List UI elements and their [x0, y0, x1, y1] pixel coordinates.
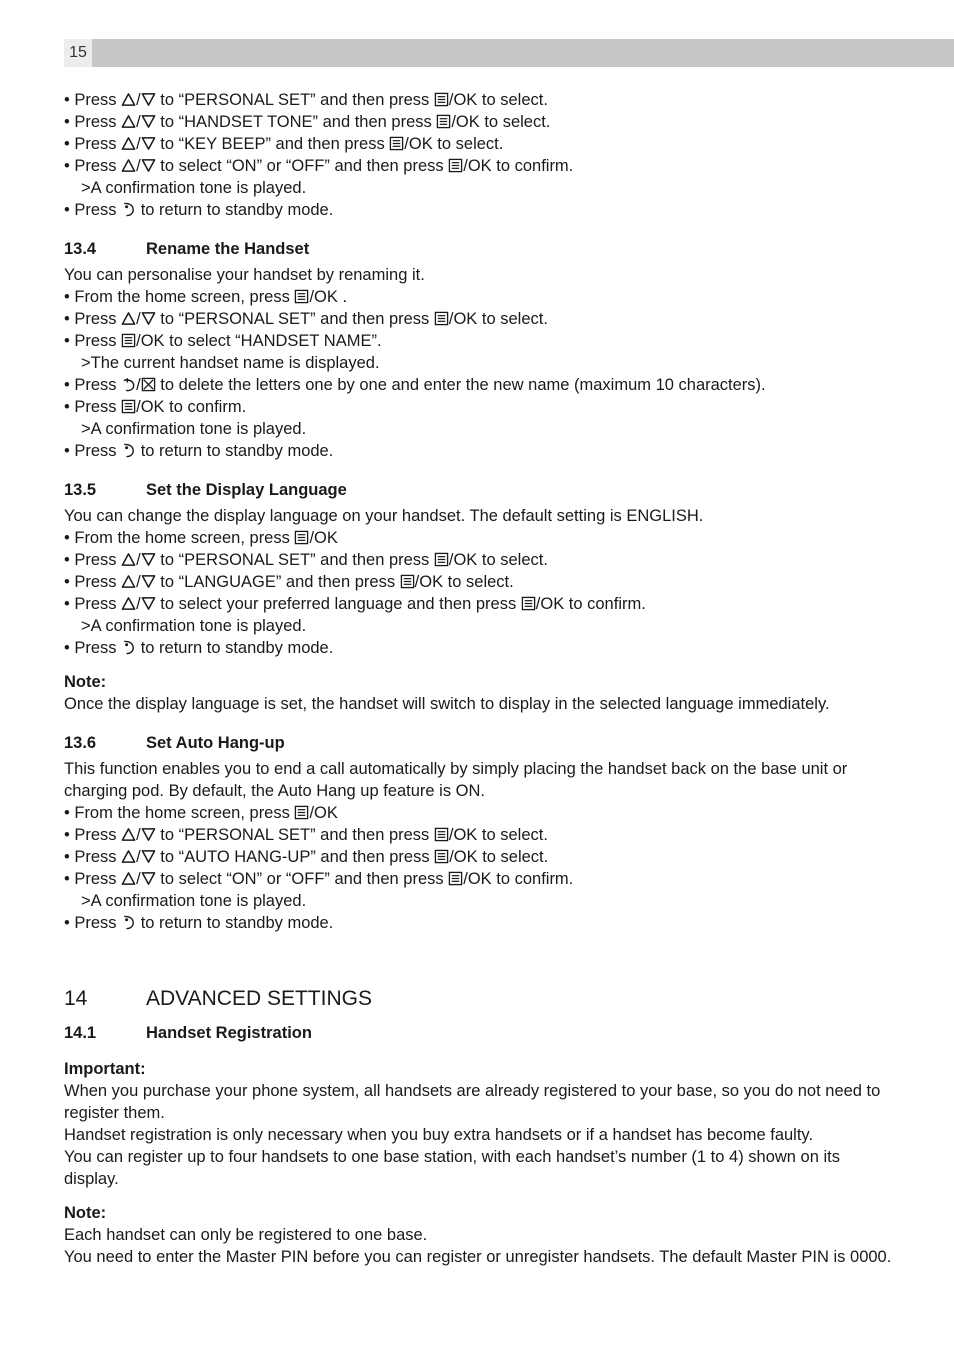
triangle-up-icon	[121, 136, 136, 151]
menu-list-icon	[436, 114, 451, 129]
triangle-down-icon	[141, 114, 156, 129]
triangle-up-icon	[121, 596, 136, 611]
menu-list-icon	[294, 530, 309, 545]
section-description: You can change the display language on your handset. The default setting is ENGLISH.	[64, 507, 704, 525]
triangle-down-icon	[141, 552, 156, 567]
section-description: You can personalise your handset by renaming it.	[64, 266, 425, 284]
section-heading-13-6: 13.6 Set Auto Hang-up	[64, 734, 285, 752]
back-arrow-icon	[121, 377, 136, 392]
page-header-bar	[64, 39, 954, 67]
end-call-icon	[121, 443, 136, 458]
result-line: >A confirmation tone is played.	[81, 892, 307, 910]
instruction-line: • Press / to “PERSONAL SET” and then press /OK to select.	[64, 551, 548, 569]
instruction-line: • Press / to “PERSONAL SET” and then press /OK to select.	[64, 826, 548, 844]
instruction-line: • Press /OK to confirm.	[64, 398, 247, 416]
instruction-line: • Press /OK to select “HANDSET NAME”.	[64, 332, 382, 350]
instruction-line: • Press / to “AUTO HANG-UP” and then press /OK to select.	[64, 848, 549, 866]
triangle-up-icon	[121, 871, 136, 886]
section-heading-13-4: 13.4 Rename the Handset	[64, 240, 310, 258]
end-call-icon	[121, 915, 136, 930]
triangle-up-icon	[121, 574, 136, 589]
triangle-up-icon	[121, 849, 136, 864]
menu-list-icon	[434, 92, 449, 107]
triangle-up-icon	[121, 114, 136, 129]
triangle-up-icon	[121, 158, 136, 173]
note-label: Note:	[64, 673, 107, 691]
triangle-down-icon	[141, 849, 156, 864]
result-line: >A confirmation tone is played.	[81, 179, 307, 197]
menu-list-icon	[434, 552, 449, 567]
instruction-line: • Press / to “LANGUAGE” and then press /OK to select.	[64, 573, 514, 591]
paragraph: Handset registration is only necessary when you buy extra handsets or if a handset has become faulty.	[64, 1126, 814, 1144]
triangle-down-icon	[141, 574, 156, 589]
instruction-line: • Press to return to standby mode.	[64, 914, 334, 932]
menu-list-icon	[294, 289, 309, 304]
instruction-line: • From the home screen, press /OK	[64, 804, 338, 822]
note-label: Note:	[64, 1204, 107, 1222]
instruction-line: • Press / to “PERSONAL SET” and then press /OK to select.	[64, 310, 548, 328]
triangle-up-icon	[121, 92, 136, 107]
menu-list-icon	[389, 136, 404, 151]
paragraph: When you purchase your phone system, all handsets are already registered to your base, so you do not need to register them.	[64, 1082, 881, 1122]
result-line: >The current handset name is displayed.	[81, 354, 380, 372]
important-label: Important:	[64, 1060, 146, 1078]
menu-list-icon	[434, 311, 449, 326]
instruction-line: • From the home screen, press /OK	[64, 529, 338, 547]
instruction-line: • Press / to delete the letters one by one and enter the new name (maximum 10 characters).	[64, 376, 766, 394]
menu-list-icon	[294, 805, 309, 820]
triangle-down-icon	[141, 136, 156, 151]
triangle-up-icon	[121, 552, 136, 567]
page-number: 15	[64, 39, 92, 67]
instruction-line: • Press to return to standby mode.	[64, 201, 334, 219]
menu-list-icon	[521, 596, 536, 611]
instruction-line: • Press to return to standby mode.	[64, 442, 334, 460]
note-text: Once the display language is set, the handset will switch to display in the selected language immediately.	[64, 695, 830, 713]
instruction-line: • Press / to “PERSONAL SET” and then press /OK to select.	[64, 91, 548, 109]
instruction-line: • From the home screen, press /OK .	[64, 288, 348, 306]
instruction-line: • Press to return to standby mode.	[64, 639, 334, 657]
section-heading-13-5: 13.5 Set the Display Language	[64, 481, 347, 499]
triangle-up-icon	[121, 827, 136, 842]
delete-icon	[141, 377, 156, 392]
paragraph: You can register up to four handsets to one base station, with each handset’s number (1 to 4) shown on its display.	[64, 1148, 840, 1188]
section-description: This function enables you to end a call automatically by simply placing the handset back on the base unit or charging pod. By default, the Auto Hang up feature is ON.	[64, 760, 848, 800]
instruction-line: • Press / to select “ON” or “OFF” and then press /OK to confirm.	[64, 870, 574, 888]
chapter-heading-14: 14 ADVANCED SETTINGS	[64, 987, 372, 1010]
triangle-down-icon	[141, 871, 156, 886]
triangle-down-icon	[141, 596, 156, 611]
triangle-down-icon	[141, 827, 156, 842]
menu-list-icon	[434, 849, 449, 864]
instruction-line: • Press / to “KEY BEEP” and then press /OK to select.	[64, 135, 504, 153]
triangle-down-icon	[141, 311, 156, 326]
page-content	[64, 89, 894, 1268]
menu-list-icon	[121, 399, 136, 414]
result-line: >A confirmation tone is played.	[81, 617, 307, 635]
instruction-line: • Press / to “HANDSET TONE” and then press /OK to select.	[64, 113, 551, 131]
menu-list-icon	[434, 827, 449, 842]
section-heading-14-1: 14.1 Handset Registration	[64, 1024, 312, 1042]
menu-list-icon	[121, 333, 136, 348]
end-call-icon	[121, 202, 136, 217]
triangle-down-icon	[141, 92, 156, 107]
instruction-line: • Press / to select “ON” or “OFF” and then press /OK to confirm.	[64, 157, 574, 175]
paragraph: Each handset can only be registered to one base.	[64, 1226, 428, 1244]
menu-list-icon	[448, 158, 463, 173]
menu-list-icon	[400, 574, 415, 589]
triangle-down-icon	[141, 158, 156, 173]
paragraph: You need to enter the Master PIN before you can register or unregister handsets. The default Master PIN is 0000.	[64, 1248, 892, 1266]
instruction-line: • Press / to select your preferred language and then press /OK to confirm.	[64, 595, 646, 613]
menu-list-icon	[448, 871, 463, 886]
result-line: >A confirmation tone is played.	[81, 420, 307, 438]
triangle-up-icon	[121, 311, 136, 326]
end-call-icon	[121, 640, 136, 655]
